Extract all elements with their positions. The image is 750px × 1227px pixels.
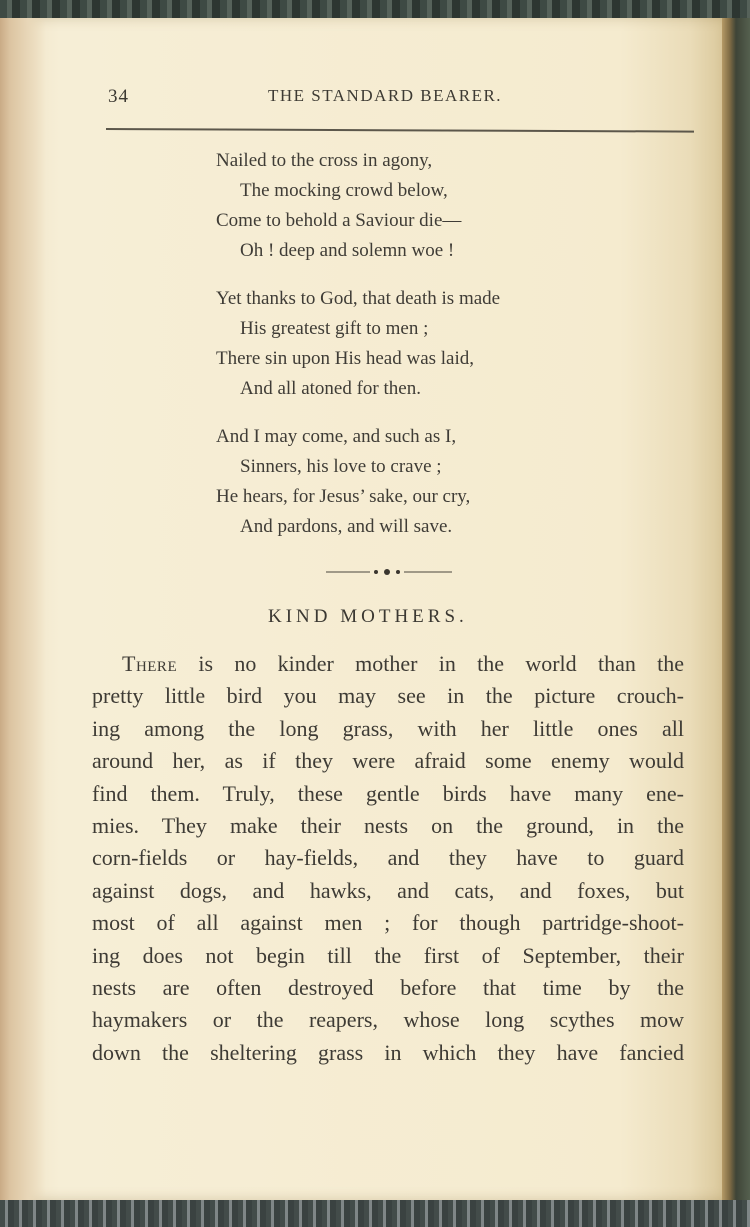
drop-word: There <box>122 651 178 676</box>
poem-line: His greatest gift to men ; <box>240 318 429 339</box>
paragraph-line: around her, as if they were afraid some enemy would <box>92 748 684 774</box>
section-divider-ornament <box>326 562 452 582</box>
poem-line: Yet thanks to God, that death is made <box>216 288 501 309</box>
paragraph-line-text: is no kinder mother in the world than the <box>177 651 684 676</box>
page-fore-edge <box>722 18 750 1200</box>
poem-stanza <box>216 146 636 266</box>
poem-stanza <box>216 284 636 404</box>
paragraph-line: most of all against men ; for though partridge-shoot- <box>92 910 684 936</box>
paragraph-line: mies. They make their nests on the ground, in the <box>92 812 684 838</box>
poem-line: There sin upon His head was laid, <box>216 348 475 369</box>
poem-stanza <box>216 422 636 542</box>
poem-line: Nailed to the cross in agony, <box>216 150 433 171</box>
paragraph-line: corn-fields or hay-fields, and they have to guard <box>92 845 684 871</box>
poem-line: And I may come, and such as I, <box>216 426 457 447</box>
section-title: KIND MOTHERS. <box>268 606 468 627</box>
running-title: THE STANDARD BEARER. <box>268 86 503 105</box>
paragraph-line: nests are often destroyed before that time by the <box>92 974 684 1000</box>
page-header <box>108 86 548 116</box>
poem-line: And all atoned for then. <box>240 378 421 399</box>
paragraph-line: ing among the long grass, with her little ones all <box>92 715 684 741</box>
paragraph-line <box>92 648 684 680</box>
paragraph-line: haymakers or the reapers, whose long scythes mow <box>92 1007 684 1033</box>
paragraph-line: against dogs, and hawks, and cats, and foxes, but <box>92 877 684 903</box>
poem-line: He hears, for Jesus’ sake, our cry, <box>216 486 471 507</box>
body-paragraph <box>92 648 684 1069</box>
poem-line: Come to behold a Saviour die— <box>216 210 462 231</box>
poem-line: Oh ! deep and solemn woe ! <box>240 240 455 261</box>
poem-line: Sinners, his love to crave ; <box>240 456 442 477</box>
poem-line: And pardons, and will save. <box>240 516 453 537</box>
page-number: 34 <box>108 86 129 107</box>
paragraph-line: ing does not begin till the first of September, their <box>92 942 684 968</box>
paragraph-line: find them. Truly, these gentle birds have many ene- <box>92 780 684 806</box>
paragraph-line: pretty little bird you may see in the picture crouch- <box>92 683 684 709</box>
poem <box>216 146 636 560</box>
book-bottom-edge <box>0 1196 750 1227</box>
paragraph-line: down the sheltering grass in which they have fancied <box>92 1039 684 1065</box>
poem-line: The mocking crowd below, <box>240 180 448 201</box>
page-gutter <box>0 18 46 1200</box>
